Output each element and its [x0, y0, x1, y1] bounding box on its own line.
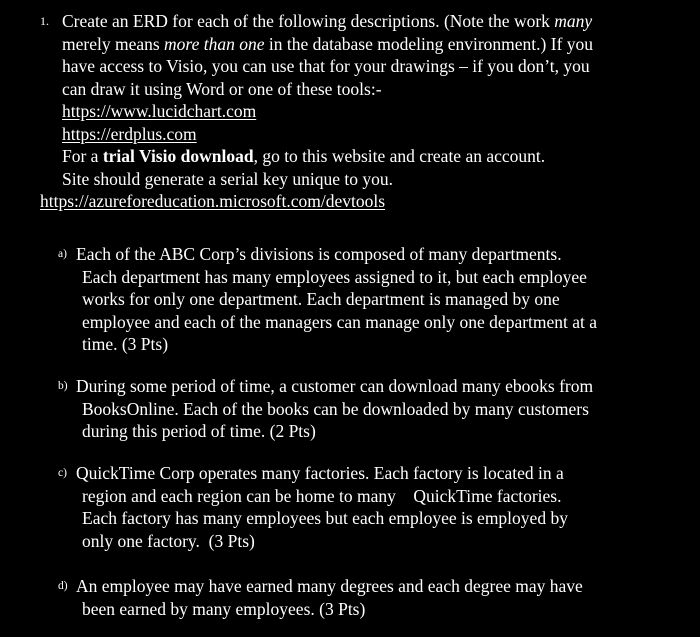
item-d	[58, 575, 688, 620]
item-line: employee and each of the managers can manage only one department at a	[82, 311, 598, 332]
item-line: BooksOnline. Each of the books can be downloaded by many customers	[82, 398, 589, 419]
item-a	[58, 243, 688, 356]
item-line: QuickTime Corp operates many factories. Each factory is located in a	[76, 463, 564, 483]
item-line: Each of the ABC Corp’s divisions is composed of many departments.	[76, 244, 562, 264]
item-line: Each factory has many employees but each employee is employed by	[82, 508, 568, 528]
italic-many: many	[554, 11, 593, 31]
item-line: only one factory. (3 Pts)	[82, 530, 255, 551]
bold-trial-visio: trial Visio download	[102, 146, 254, 166]
question-number: 1.	[40, 14, 49, 28]
item-line: during this period of time. (2 Pts)	[82, 421, 316, 441]
item-line: been earned by many employees. (3 Pts)	[82, 598, 366, 619]
item-line: region and each region can be home to many QuickTime factories.	[82, 485, 562, 506]
azure-education-link[interactable]: https://azureforeducation.microsoft.com/devtools	[40, 191, 386, 211]
item-marker: c)	[58, 467, 67, 479]
question-1-body	[40, 10, 680, 213]
question-line-6: Site should generate a serial key unique to you.	[62, 168, 393, 189]
item-c	[58, 462, 688, 552]
question-line-4: can draw it using Word or one of these tools:-	[62, 78, 382, 99]
item-line: An employee may have earned many degrees and each degree may have	[76, 576, 583, 596]
question-line-2: merely means more than one in the database modeling environment.) If you	[62, 33, 594, 54]
item-line: time. (3 Pts)	[82, 334, 169, 354]
item-marker: a)	[58, 248, 67, 260]
question-line-1: Create an ERD for each of the following descriptions. (Note the work many	[62, 11, 593, 31]
italic-more-than-one: more than one	[164, 33, 265, 54]
question-line-3: have access to Visio, you can use that for your drawings – if you don’t, you	[62, 56, 590, 76]
item-marker: b)	[58, 380, 68, 392]
item-c-body	[76, 462, 688, 552]
question-1	[40, 10, 680, 213]
item-line: During some period of time, a customer can download many ebooks from	[76, 376, 594, 396]
lucidchart-link[interactable]: https://www.lucidchart.com	[62, 101, 257, 121]
item-line: Each department has many employees assigned to it, but each employee	[82, 266, 587, 287]
item-b	[58, 375, 688, 443]
question-line-5: For a trial Visio download, go to this website and create an account.	[62, 146, 546, 166]
item-a-body	[76, 243, 688, 356]
item-line: works for only one department. Each department is managed by one	[82, 289, 560, 309]
item-d-body	[76, 575, 688, 620]
item-b-body	[76, 375, 688, 443]
erdplus-link[interactable]: https://erdplus.com	[62, 123, 197, 144]
item-marker: d)	[58, 580, 68, 592]
